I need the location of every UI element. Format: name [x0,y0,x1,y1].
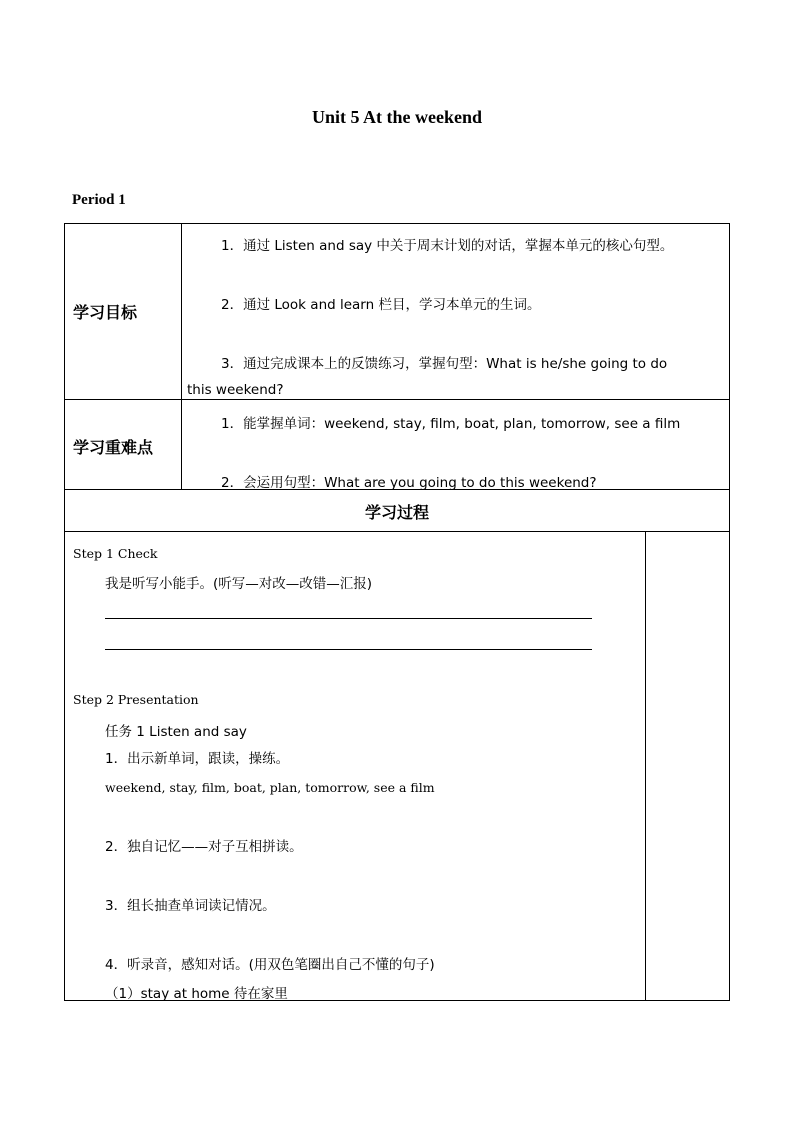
answer-line [105,618,592,619]
objective-item: 2．通过 Look and learn 栏目，学习本单元的生词。 [221,297,541,313]
process-item: 2．独自记忆——对子互相拼读。 [105,839,303,855]
column-divider [645,531,646,1001]
period-label: Period 1 [72,192,126,208]
row-divider [65,399,729,400]
objective-item: this weekend? [187,382,284,398]
objectives-label: 学习目标 [73,303,138,322]
vocabulary-list: weekend, stay, film, boat, plan, tomorrow, see a film [105,780,435,795]
key-point-item: 1．能掌握单词：weekend, stay, film, boat, plan, tomorrow, see a film [221,416,681,432]
objective-item: 3．通过完成课本上的反馈练习，掌握句型：What is he/she going to do [221,356,668,372]
row-divider [65,531,729,532]
process-item: 3．组长抽查单词读记情况。 [105,898,276,914]
document-title: Unit 5 At the weekend [312,107,482,127]
key-points-label: 学习重难点 [73,438,154,457]
column-divider [181,224,182,489]
step1-title: Step 1 Check [73,546,158,561]
process-item: 1．出示新单词，跟读，操练。 [105,751,290,767]
process-heading: 学习过程 [364,503,429,522]
process-item: 4．听录音，感知对话。(用双色笔圈出自己不懂的句子) [105,957,435,973]
key-point-item: 2．会运用句型：What are you going to do this weekend? [221,475,597,491]
task-label: 任务 1 Listen and say [105,724,247,740]
answer-line [105,649,592,650]
objective-item: 1．通过 Listen and say 中关于周末计划的对话，掌握本单元的核心句型。 [221,238,674,254]
step1-text: 我是听写小能手。(听写—对改—改错—汇报) [105,576,373,592]
step2-title: Step 2 Presentation [73,692,199,707]
phrase-item: （1）stay at home 待在家里 [105,986,288,1002]
lesson-table [64,223,730,1001]
